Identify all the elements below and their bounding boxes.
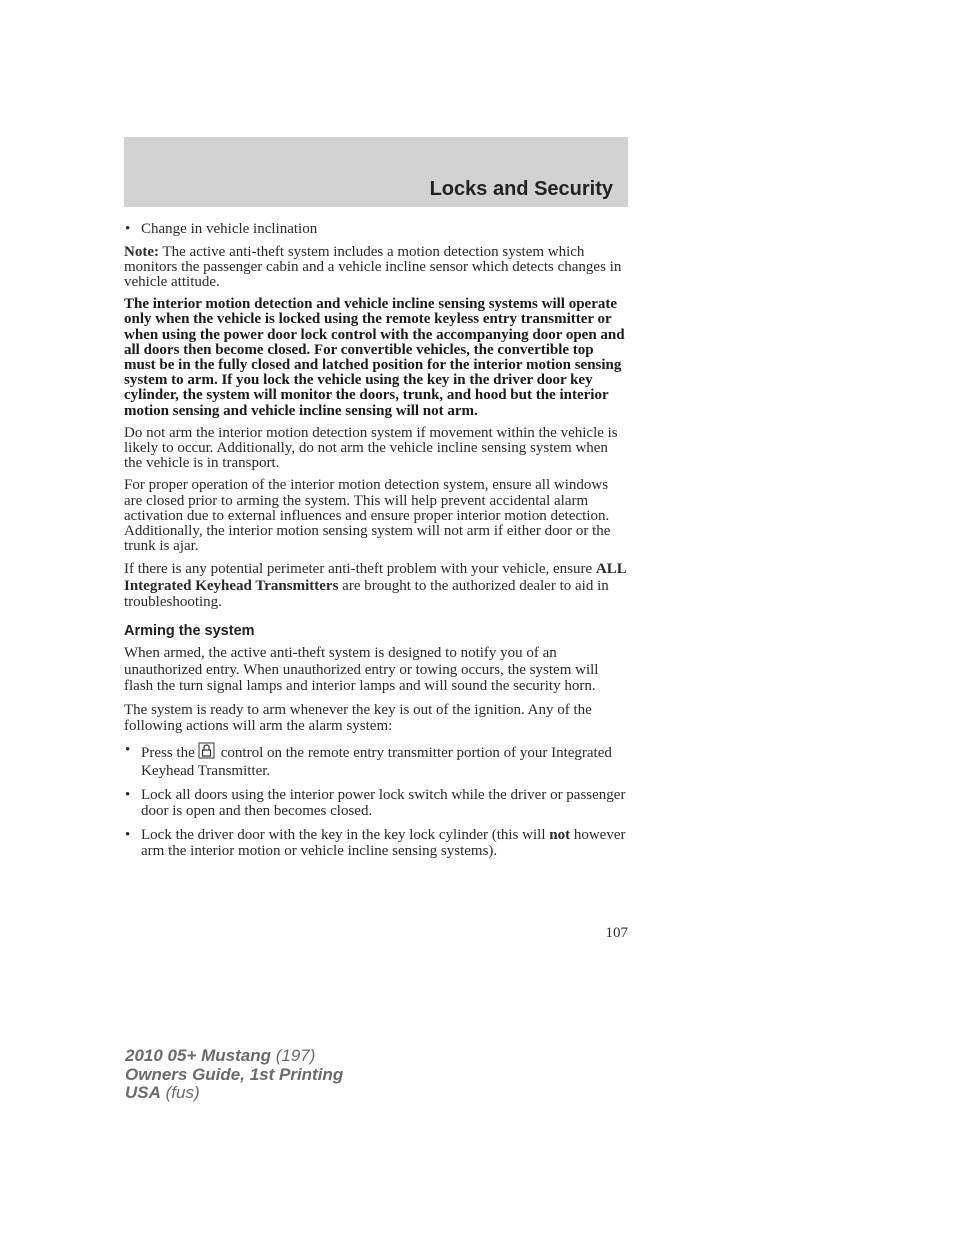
padlock-icon (198, 742, 215, 764)
emphasis-text: ALL Integrated Keyhead Transmitters (124, 561, 626, 594)
list-item: • Press the control on the remote entry transmitter portion of your Integrated Keyhead Transmitter. (124, 742, 628, 780)
print-footer: 2010 05+ Mustang (197) Owners Guide, 1st Printing USA (fus) (125, 1046, 344, 1102)
paragraph: When armed, the active anti-theft system is designed to notify you of an unauthorized entry. When unauthorized entry or towing occurs, the system will flash the turn signal lamps and interior lamps and will sound the security horn. (124, 645, 599, 695)
note-label: Note: (124, 243, 159, 260)
list-item: • Lock the driver door with the key in the key lock cylinder (this will not however arm the interior motion or vehicle incline sensing systems). (124, 827, 628, 860)
note-text: The active anti-theft system includes a motion detection system which monitors the passenger cabin and a vehicle incline sensor which detects changes in vehicle attitude. (124, 243, 622, 290)
paragraph: For proper operation of the interior motion detection system, ensure all windows are closed prior to arming the system. This will help prevent accidental alarm activation due to external influences and ensure proper interior motion detection. Additionally, the interior motion sensing system will not arm if either door or the trunk is ajar. (124, 477, 611, 555)
page-content (124, 221, 628, 867)
bullet-text: Change in vehicle inclination (141, 221, 318, 237)
paragraph: Do not arm the interior motion detection system if movement within the vehicle is likely to occur. Additionally, do not arm the vehicle incline sensing system when the vehicle is in transport. (124, 424, 618, 472)
list-item: • Lock all doors using the interior power lock switch while the driver or passenger door is open and then becomes closed. (124, 787, 628, 820)
list-item (124, 221, 628, 238)
emphasis-text: not (549, 826, 571, 843)
warning-paragraph: The interior motion detection and vehicle incline sensing systems will operate only when the vehicle is locked using the remote keyless entry transmitter or when using the power door lock control with the accompanying door open and all doors then become closed. For convertible vehicles, the convertible top must be in the fully closed and latched position for the interior motion sensing system to arm. If you lock the vehicle using the key in the driver door key cylinder, the system will monitor the doors, trunk, and hood but the interior motion sensing and vehicle incline sensing will not arm. (124, 296, 625, 419)
section-heading: Arming the system (124, 622, 255, 639)
paragraph: The system is ready to arm whenever the key is out of the ignition. Any of the following actions will arm the alarm system: (124, 701, 592, 735)
note-paragraph (124, 245, 628, 291)
section-title: Locks and Security (429, 178, 613, 200)
section-header-band (124, 137, 628, 207)
paragraph: If there is any potential perimeter anti-theft problem with your vehicle, ensure ALL Integrated Keyhead Transmitters are brought to the authorized dealer to aid in troubleshooting. (124, 561, 626, 611)
page-number: 107 (605, 925, 628, 941)
